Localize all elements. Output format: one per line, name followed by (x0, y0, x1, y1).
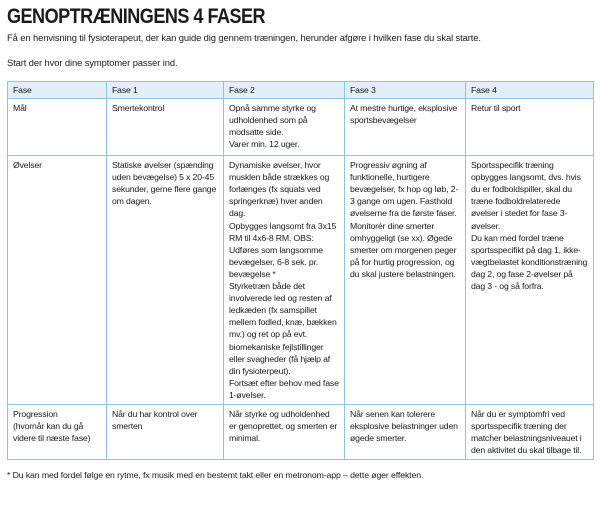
table-cell: Retur til sport (466, 99, 594, 156)
table-row (8, 404, 594, 459)
table-row (8, 156, 594, 405)
table-cell: Når styrke og udholdenhed er genoprettet, og smerten er minimal. (224, 404, 345, 459)
table-cell: Opnå samme styrke og udholdenhed som på modsatte side. Varer min. 12 uger. (224, 99, 345, 156)
row-label-progression: Progression (hvornår kan du gå videre til næste fase) (8, 404, 107, 459)
header-fase-1: Fase 1 (107, 82, 224, 99)
table-cell: At mestre hurtige, eksplosive sportsbevægelser (345, 99, 466, 156)
header-fase-2: Fase 2 (224, 82, 345, 99)
row-label-oevelser: Øvelser (8, 156, 107, 405)
intro-text-2: Start der hvor dine symptomer passer ind. (7, 57, 178, 68)
header-fase: Fase (8, 82, 107, 99)
table-cell: Når du har kontrol over smerten (107, 404, 224, 459)
article-page (7, 6, 593, 481)
table-cell: Smertekontrol (107, 99, 224, 156)
table-row (8, 99, 594, 156)
header-fase-3: Fase 3 (345, 82, 466, 99)
footnote: * Du kan med fordel følge en rytme, fx musik med en bestemt takt eller en metronom-app – dette øger effekten. (7, 470, 424, 481)
table-cell: Når du er symptomfri ved sportsspecifik træning der matcher belastningsniveauet i den aktivitet du skal tilbage til. (466, 404, 594, 459)
header-fase-4: Fase 4 (466, 82, 594, 99)
table-cell: Progressiv øgning af funktionelle, hurtigere bevægelser, fx hop og løb, 2-3 gange om ugen. Fasthold øvelserne fra de første faser. Monitorér dine smerter omhyggeligt (se xx). Øgede smerter om morgenen peger på for hurtig progression, og du skal justere belastningen. (345, 156, 466, 405)
row-label-maal: Mål (8, 99, 107, 156)
table-header-row (8, 82, 594, 99)
phases-table (7, 81, 594, 460)
table-cell: Når senen kan tolerere eksplosive belastninger uden øgede smerter. (345, 404, 466, 459)
table-cell: Dynamiske øvelser, hvor musklen både strækkes og forlænges (fx squats ved springerknæ) hver anden dag. Opbygges langsomt fra 3x15 RM til 4x6-8 RM. OBS: Udføres som langsomme bevægelser, 6-8 sek. pr. bevægelse * Styrketræn både det involverede led og resten af ledkæden (fx samspillet mellem fodled, knæ, bækken mv.) og ret op på evt. biomekaniske fejlstillinger eller svagheder (få hjælp af din fysioterpeut). Fortsæt efter behov med fase 1-øvelser. (224, 156, 345, 405)
table-cell: Sportsspecifik træning opbygges langsomt, dvs. hvis du er fodboldspiller, skal du træne fodboldrelaterede øvelser i stedet for fase 3-øvelser. Du kan med fordel træne sportsspecifikt på dag 1, ikke-vægtbelastet konditionstræning dag 2, og fase 2-øvelser på dag 3 - og så forfra. (466, 156, 594, 405)
page-title: GENOPTRÆNINGENS 4 FASER (7, 5, 266, 28)
intro-text: Få en henvisning til fysioterapeut, der kan guide dig gennem træningen, herunder afgøre i hvilken fase du skal starte. (7, 32, 481, 43)
table-cell: Statiske øvelser (spænding uden bevægelse) 5 x 20-45 sekunder, gerne flere gange om dagen. (107, 156, 224, 405)
